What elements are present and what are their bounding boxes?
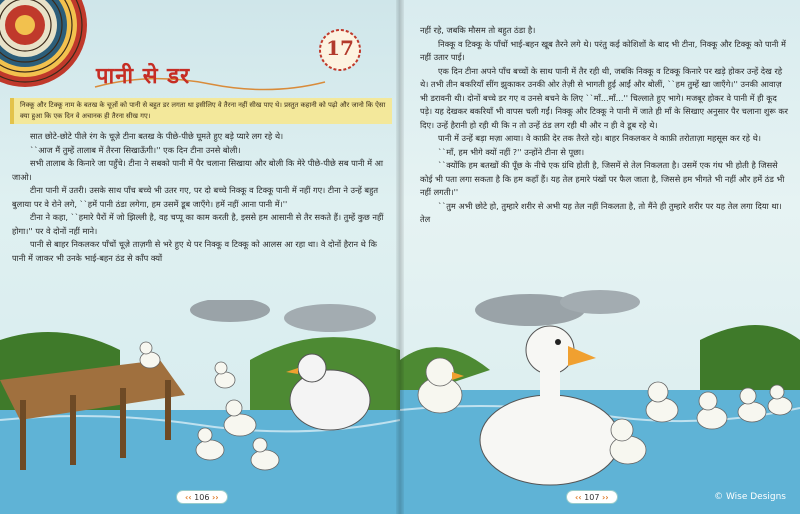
- left-page-text: [12, 130, 390, 265]
- paragraph: सभी तालाब के किनारे जा पहुँचे। टीना ने सबको पानी में पैर चलाना सिखाया और बोली कि मेरे पीछे-पीछे सब पानी में आ जाओ।: [12, 158, 384, 182]
- paragraph: एक दिन टीना अपने पाँच बच्चों के साथ पानी में तैर रही थी, जबकि निक्कू व टिक्कू किनारे पर खड़े होकर उन्हें देख रहे थे। तभी तीन बकरियाँ सींग झुकाकर उनकी ओर तेज़ी से भागती हुई आईं और बोलीं, ``हम तुम्हें खा जाएँगे।'' उनकी आवाज़ भी डरावनी थी। दोनों बच्चे डर गए व उनसे बचने के लिए ``माँ...माँ...'' चिल्लाते हुए भागे। मजबूर होकर वे पानी में ही कूद पड़े। यह देखकर बकरियाँ भी वापस चली गईं। निक्कू और टिक्कू ने पानी में जाते ही माँ के सिखाए अनुसार पैर चलाना शुरू कर दिए। उन्हें हैरानी हो रही थी कि न तो उन्हें ठंड लग रही थी और न ही वे डूब रहे थे।: [420, 65, 788, 130]
- page-number-text: 106: [194, 493, 210, 502]
- copyright-text: © Wise Designs: [714, 492, 786, 502]
- paragraph: ``माँ, हम भीगे क्यों नहीं ?'' उन्होंने टीना से पूछा।: [438, 146, 585, 157]
- paragraph: ``आज मैं तुम्हें तालाब में तैरना सिखाऊँगी।'' एक दिन टीना उनसे बोली।: [30, 144, 241, 155]
- page-number-left: [176, 490, 228, 504]
- arrow-right-icon: ››: [601, 493, 609, 502]
- right-page: [400, 0, 800, 514]
- pond-illustration-right: [400, 280, 800, 514]
- arrow-left-icon: ‹‹: [185, 493, 192, 502]
- mandala-ornament: [0, 0, 90, 90]
- paragraph: पानी से बाहर निकलकर पाँचों चूज़े ताज़गी से भरे हुए थे पर निक्कू व टिक्कू को आलस आ रहा था। वे दोनों हैरान थे कि पानी में जाकर भी उनके भाई-बहन ठंड से काँप क्यों: [12, 239, 377, 263]
- pond-illustration-left: [0, 300, 400, 514]
- intro-text: निक्कू और टिक्कू नाम के बतख के चूज़ों को पानी से बहुत डर लगता था इसीलिए वे तैरना नहीं सीख पाए थे। प्रस्तुत कहानी को पढ़ो और जानो कि ऐसा क्या हुआ कि एक दिन वे अचानक ही तैरना सीख गए।: [20, 101, 386, 120]
- page-number-right: [566, 490, 618, 504]
- paragraph: ``तुम अभी छोटे हो, तुम्हारे शरीर से अभी यह तेल नहीं निकलता है, तो मैंने ही तुम्हारे शरीर पर यह तेल लगा दिया था। तेल: [420, 200, 782, 224]
- arrow-left-icon: ‹‹: [575, 493, 582, 502]
- paragraph: ``क्योंकि हम बतखों की पूँछ के नीचे एक ग्रंथि होती है, जिसमें से तेल निकलता है। उसमें एक गंध भी होती है जिससे कोई भी पता लगा सकता है कि हम कहाँ हैं। यह तेल हमारे पंखों पर फैल जाता है, जिससे हम भीगते भी नहीं और हमें ठंड भी नहीं लगती।'': [420, 160, 785, 197]
- page-number-text: 107: [584, 493, 600, 502]
- paragraph: निक्कू व टिक्कू के पाँचों भाई-बहन खूब तैरने लगे थे। परंतु कई कोशिशों के बाद भी टीना, निक्कू और टिक्कू को पानी में नहीं उतार पाई।: [420, 38, 786, 62]
- chapter-title: पानी से डर: [96, 64, 191, 89]
- paragraph: टीना पानी में उतरी। उसके साथ पाँच बच्चे भी उतर गए, पर दो बच्चे निक्कू व टिक्कू पानी में नहीं गए। टीना ने उन्हें बहुत बुलाया पर वे रोने लगे, ``हमें पानी ठंडा लगेगा, हम उसमें डूब जाएँगे। हमें नहीं आना पानी में।'': [12, 185, 379, 209]
- book-gutter: [396, 0, 404, 514]
- paragraph: नहीं रहे, जबकि मौसम तो बहुत ठंडा है।: [420, 25, 536, 35]
- chapter-number: 17: [326, 36, 354, 60]
- paragraph: टीना ने कहा, ``हमारे पैरों में जो झिल्ली है, वह चप्पू का काम करती है, इससे हम आसानी से तैर सकते हैं। तुम्हें कुछ नहीं होगा।'' पर वे दोनों नहीं माने।: [12, 212, 384, 236]
- intro-box: [10, 98, 392, 124]
- paragraph: पानी में उन्हें बड़ा मज़ा आया। वे काफ़ी देर तक तैरते रहे। बाहर निकलकर वे काफ़ी तरोताज़ा महसूस कर रहे थे।: [438, 133, 761, 143]
- right-page-text: [420, 24, 788, 227]
- arrow-right-icon: ››: [211, 493, 219, 502]
- paragraph: सात छोटे-छोटे पीले रंग के चूज़े टीना बतख के पीछे-पीछे घूमते हुए बड़े प्यारे लग रहे थे।: [30, 131, 284, 141]
